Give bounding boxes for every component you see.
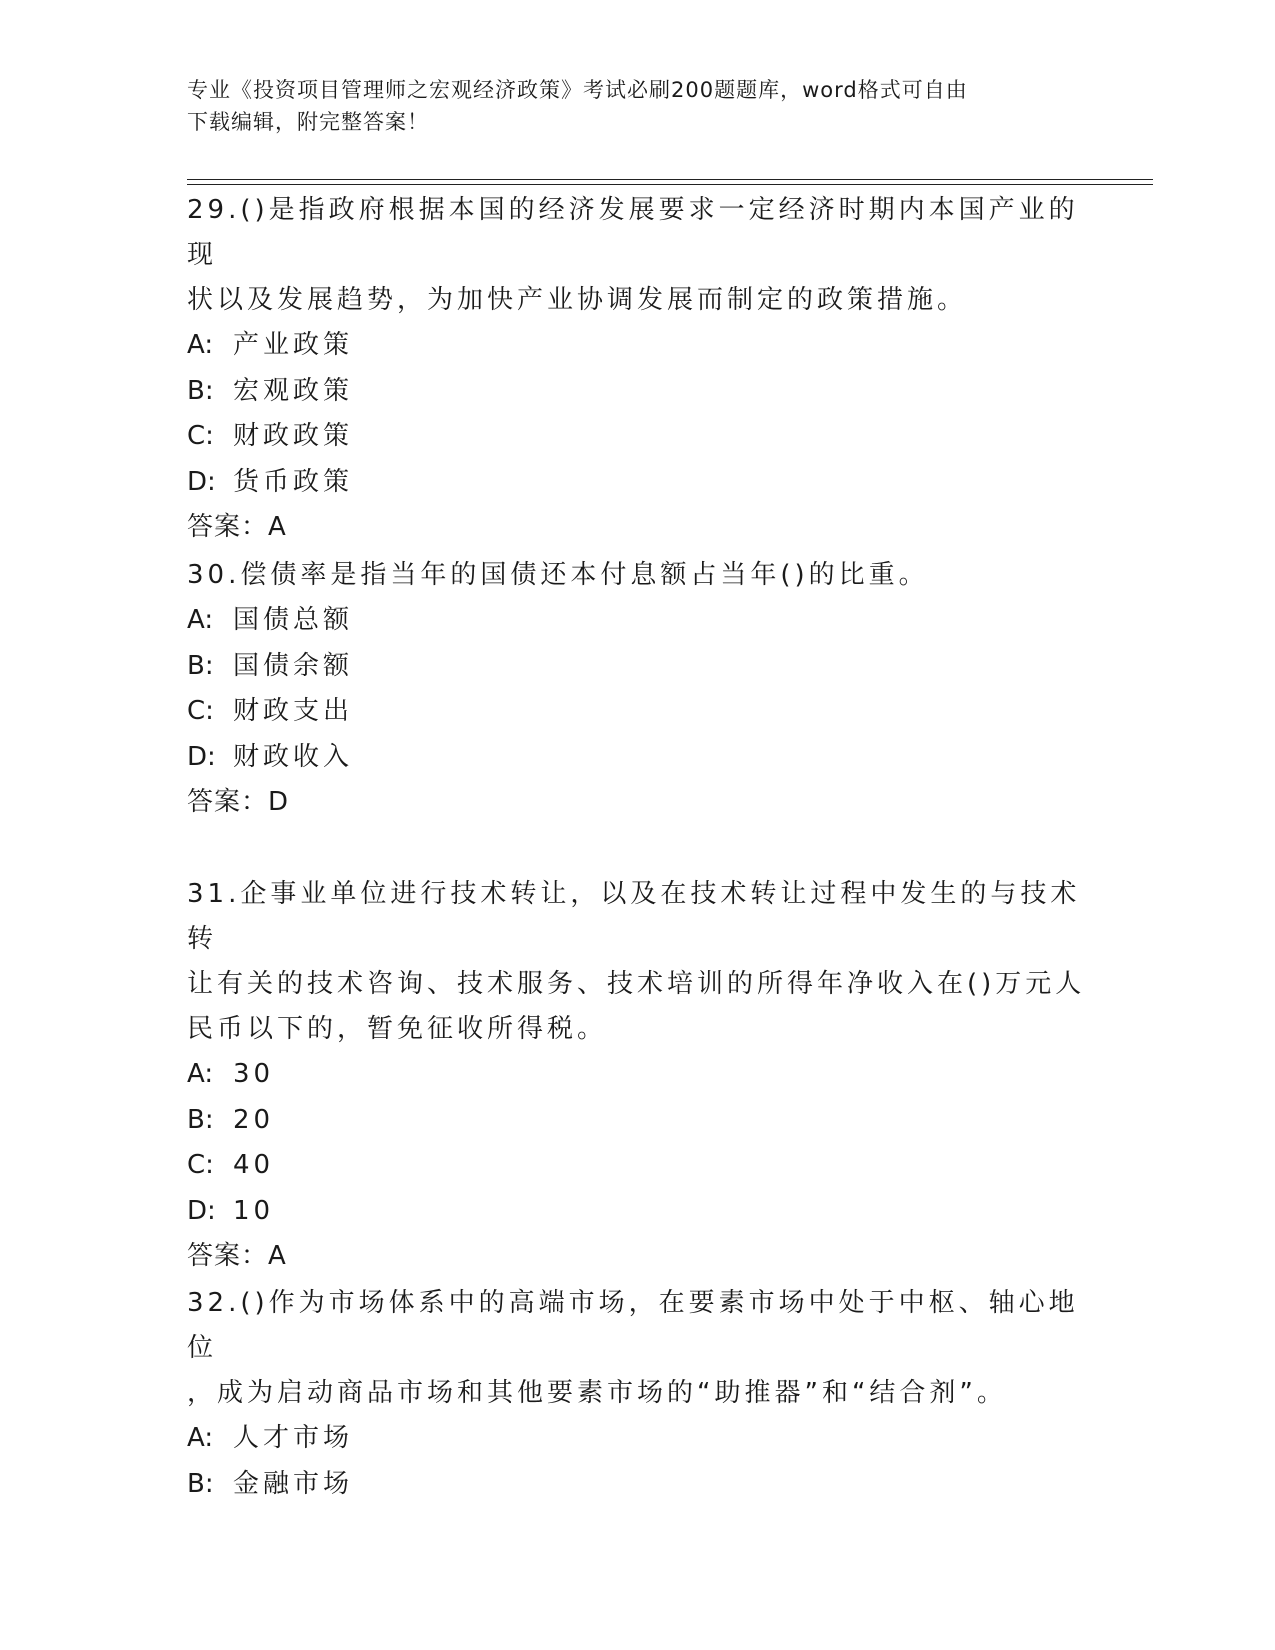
question-text-line: 30.偿债率是指当年的国债还本付息额占当年()的比重。 [187,560,929,590]
option-a [187,323,1087,369]
question-32 [187,1281,1087,1507]
option-text: 人才市场 [233,1423,354,1453]
option-text: 产业政策 [233,330,354,360]
option-text: 40 [233,1150,275,1180]
option-c [187,414,1087,460]
option-text: 10 [233,1195,275,1226]
option-key: B: [187,1104,214,1135]
option-text: 货币政策 [233,466,354,497]
option-key: D: [187,741,216,772]
header-line-2: 下载编辑，附完整答案！ [187,110,429,134]
option-text: 20 [233,1104,275,1135]
question-text-line: 民币以下的，暂免征收所得税。 [187,1014,608,1044]
option-b [187,1098,1087,1144]
answer-line: 答案：A [187,512,287,542]
question-29 [187,188,1087,550]
option-text: 30 [233,1059,275,1089]
option-b [187,644,1087,690]
document-header [187,74,1087,138]
option-key: D: [187,466,216,497]
option-c [187,1143,1087,1189]
option-key: A: [187,1059,214,1089]
question-text-line: 32.()作为市场体系中的高端市场，在要素市场中处于中枢、轴心地位 [187,1288,1079,1363]
question-text-line: 31.企事业单位进行技术转让，以及在技术转让过程中发生的与技术转 [187,879,1081,954]
option-key: A: [187,330,214,360]
option-a [187,1052,1087,1098]
question-text-line: ，成为启动商品市场和其他要素市场的“助推器”和“结合剂”。 [187,1378,1007,1408]
option-text: 财政收入 [233,741,354,772]
option-text: 财政支出 [233,696,354,726]
option-key: B: [187,375,214,406]
header-divider-top [187,179,1153,180]
answer-line: 答案：D [187,787,290,817]
header-divider-bottom [187,184,1153,185]
option-b [187,1462,1087,1508]
option-c [187,689,1087,735]
question-text-line: 让有关的技术咨询、技术服务、技术培训的所得年净收入在()万元人 [187,969,1086,999]
option-a [187,598,1087,644]
question-text-line: 29.()是指政府根据本国的经济发展要求一定经济时期内本国产业的现 [187,195,1079,270]
option-key: C: [187,1150,214,1180]
option-text: 宏观政策 [233,375,354,406]
option-key: A: [187,1423,214,1453]
header-line-1: 专业《投资项目管理师之宏观经济政策》考试必刷200题题库，word格式可自由 [187,78,968,102]
answer-line: 答案：A [187,1241,287,1271]
question-31 [187,872,1087,1279]
option-text: 国债总额 [233,605,354,635]
option-a [187,1416,1087,1462]
option-key: C: [187,696,214,726]
question-text-line: 状以及发展趋势，为加快产业协调发展而制定的政策措施。 [187,285,968,315]
option-text: 财政政策 [233,421,354,451]
option-d [187,735,1087,781]
option-key: B: [187,650,214,681]
option-key: B: [187,1468,214,1499]
option-b [187,369,1087,415]
option-key: A: [187,605,214,635]
option-d [187,1189,1087,1235]
question-30 [187,553,1087,825]
option-key: D: [187,1195,216,1226]
option-d [187,460,1087,506]
option-text: 国债余额 [233,650,354,681]
option-key: C: [187,421,214,451]
option-text: 金融市场 [233,1468,354,1499]
